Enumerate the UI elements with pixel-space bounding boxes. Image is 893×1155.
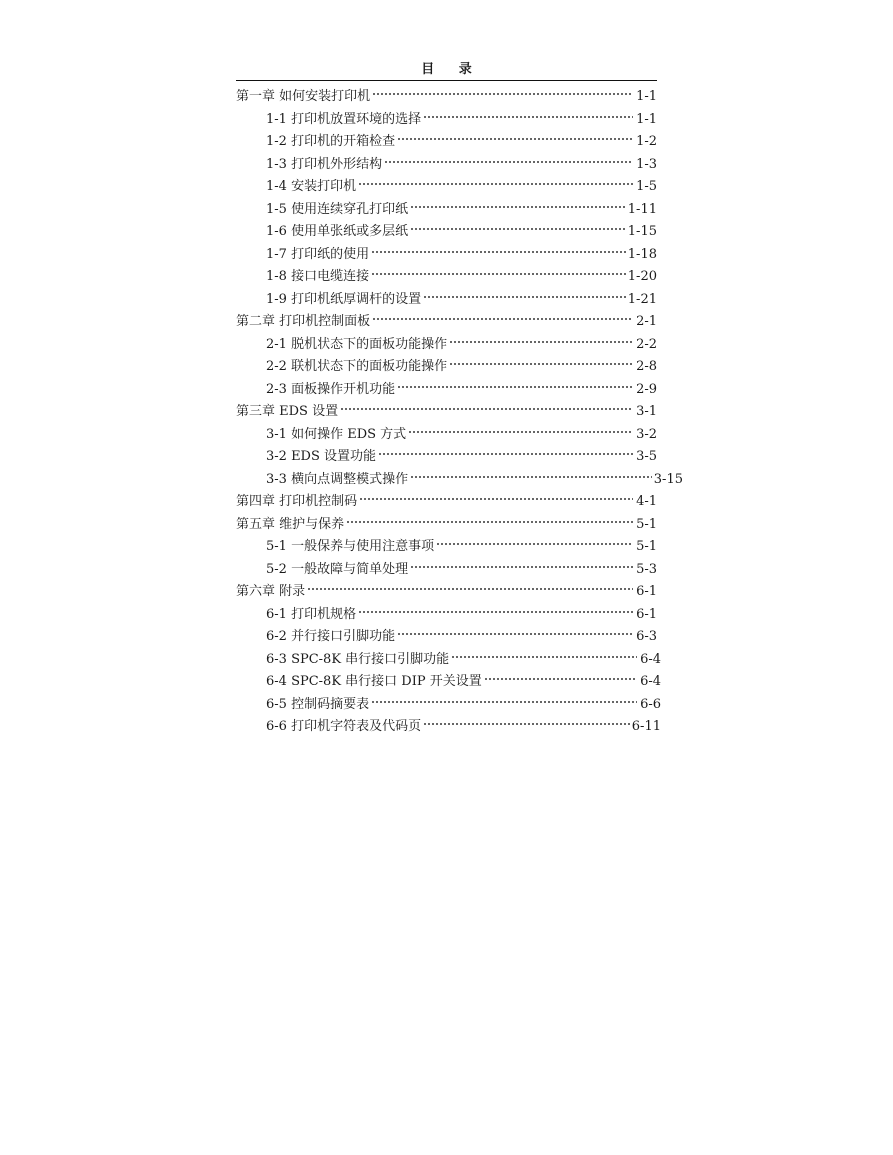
dot-leader: [372, 316, 633, 322]
dot-leader: [358, 181, 633, 187]
toc-entry-label: 1-5 使用连续穿孔打印纸: [266, 201, 409, 217]
toc-entry-page: 4-1: [636, 494, 657, 509]
toc-entry-label: 6-4 SPC-8K 串行接口 DIP 开关设置: [266, 674, 482, 689]
toc-entry-label: 6-6 打印机字符表及代码页: [266, 719, 422, 734]
toc-entry-label: 6-5 控制码摘要表: [266, 696, 370, 712]
toc-section-entry[interactable]: [236, 559, 657, 582]
toc-entry-label: 5-2 一般故障与简单处理: [266, 561, 409, 577]
toc-entry-page: 1-1: [636, 89, 657, 104]
dot-leader: [358, 609, 633, 615]
toc-entry-label: 2-1 脱机状态下的面板功能操作: [266, 336, 448, 352]
dot-leader: [436, 541, 633, 547]
toc-chapter-entry[interactable]: [236, 514, 657, 537]
dot-leader: [410, 474, 652, 480]
dot-leader: [449, 339, 633, 345]
dot-leader: [397, 631, 633, 637]
toc-section-entry[interactable]: [236, 131, 657, 154]
dot-leader: [408, 429, 633, 435]
dot-leader: [372, 91, 633, 97]
dot-leader: [397, 136, 633, 142]
dot-leader: [423, 294, 626, 300]
toc-section-entry[interactable]: [236, 379, 657, 402]
toc-section-entry[interactable]: [236, 109, 657, 132]
toc-entry-page: 1-3: [636, 156, 657, 172]
toc-section-entry[interactable]: [236, 469, 683, 492]
toc-entry-page: 5-3: [636, 561, 657, 577]
dot-leader: [307, 586, 633, 592]
toc-section-entry[interactable]: [236, 649, 661, 672]
toc-section-entry[interactable]: [236, 334, 657, 357]
dot-leader: [397, 384, 633, 390]
toc-entry-page: 1-1: [636, 111, 657, 127]
toc-entry-page: 6-6: [640, 696, 661, 712]
toc-entry-label: 3-2 EDS 设置功能: [266, 449, 377, 464]
toc-entry-page: 1-20: [627, 269, 657, 284]
toc-entry-label: 6-2 并行接口引脚功能: [266, 629, 396, 644]
toc-entry-page: 2-1: [636, 314, 657, 329]
toc-entry-page: 6-1: [636, 584, 657, 599]
dot-leader: [410, 204, 626, 210]
toc-entry-page: 6-1: [636, 606, 657, 622]
toc-section-entry[interactable]: [236, 221, 657, 244]
toc-entry-label: 3-3 横向点调整模式操作: [266, 471, 409, 487]
toc-entry-label: 1-3 打印机外形结构: [266, 156, 383, 172]
dot-leader: [384, 159, 633, 165]
toc-entry-page: 1-21: [627, 291, 657, 307]
toc-section-entry[interactable]: [236, 356, 657, 379]
toc-entry-label: 1-8 接口电缆连接: [266, 269, 370, 284]
toc-entry-label: 6-3 SPC-8K 串行接口引脚功能: [266, 651, 450, 667]
toc-entry-label: 第五章 维护与保养: [236, 516, 345, 532]
toc-section-entry[interactable]: [236, 716, 661, 739]
toc-entry-label: 1-1 打印机放置环境的选择: [266, 111, 422, 127]
toc-entry-page: 1-15: [627, 224, 657, 239]
page-title: 目 录: [421, 62, 482, 77]
toc-section-entry[interactable]: [236, 536, 657, 559]
toc-entry-page: 6-4: [640, 674, 661, 689]
toc-chapter-entry[interactable]: [236, 86, 657, 109]
dot-leader: [378, 451, 633, 457]
toc-entry-label: 第四章 打印机控制码: [236, 494, 358, 509]
toc-entry-label: 2-2 联机状态下的面板功能操作: [266, 359, 448, 374]
toc-entry-label: 1-2 打印机的开箱检查: [266, 134, 396, 149]
toc-chapter-entry[interactable]: [236, 311, 657, 334]
toc-entry-label: 5-1 一般保养与使用注意事项: [266, 539, 435, 554]
toc-entry-label: 第六章 附录: [236, 584, 306, 599]
dot-leader: [423, 721, 630, 727]
dot-leader: [371, 699, 637, 705]
toc-entry-page: 2-9: [636, 381, 657, 397]
toc-entry-label: 6-1 打印机规格: [266, 606, 357, 622]
toc-entry-page: 6-3: [636, 629, 657, 644]
toc-entry-page: 2-8: [636, 359, 657, 374]
toc-chapter-entry[interactable]: [236, 491, 657, 514]
toc-section-entry[interactable]: [236, 289, 657, 312]
toc-list: [236, 86, 683, 739]
toc-entry-label: 1-6 使用单张纸或多层纸: [266, 224, 409, 239]
toc-entry-label: 3-1 如何操作 EDS 方式: [266, 426, 407, 442]
toc-section-entry[interactable]: [236, 244, 657, 267]
dot-leader: [359, 496, 633, 502]
toc-entry-page: 1-11: [627, 201, 657, 217]
toc-entry-page: 3-1: [636, 404, 657, 419]
dot-leader: [449, 361, 633, 367]
dot-leader: [451, 654, 637, 660]
dot-leader: [410, 564, 633, 570]
dot-leader: [346, 519, 633, 525]
toc-section-entry[interactable]: [236, 671, 661, 694]
dot-leader: [484, 676, 637, 682]
dot-leader: [340, 406, 633, 412]
dot-leader: [423, 114, 633, 120]
toc-entry-page: 6-11: [631, 719, 661, 734]
toc-entry-label: 第一章 如何安装打印机: [236, 89, 371, 104]
toc-entry-page: 5-1: [636, 539, 657, 554]
toc-entry-label: 1-7 打印纸的使用: [266, 246, 370, 262]
toc-section-entry[interactable]: [236, 199, 657, 222]
toc-entry-page: 6-4: [640, 651, 661, 667]
toc-section-entry[interactable]: [236, 694, 661, 717]
title-rule: [236, 80, 657, 81]
toc-section-entry[interactable]: [236, 176, 657, 199]
toc-entry-page: 1-5: [636, 179, 657, 194]
dot-leader: [371, 271, 626, 277]
toc-section-entry[interactable]: [236, 424, 657, 447]
toc-entry-label: 2-3 面板操作开机功能: [266, 381, 396, 397]
toc-chapter-entry[interactable]: [236, 401, 657, 424]
toc-section-entry[interactable]: [236, 604, 657, 627]
toc-entry-label: 1-4 安装打印机: [266, 179, 357, 194]
toc-entry-page: 3-15: [653, 471, 683, 487]
toc-entry-label: 1-9 打印机纸厚调杆的设置: [266, 291, 422, 307]
toc-entry-page: 3-2: [636, 426, 657, 442]
toc-entry-page: 1-2: [636, 134, 657, 149]
table-of-contents: [236, 60, 683, 739]
toc-entry-page: 3-5: [636, 449, 657, 464]
toc-section-entry[interactable]: [236, 154, 657, 177]
toc-section-entry[interactable]: [236, 446, 657, 469]
toc-entry-label: 第三章 EDS 设置: [236, 404, 339, 419]
toc-chapter-entry[interactable]: [236, 581, 657, 604]
dot-leader: [371, 249, 626, 255]
toc-entry-page: 5-1: [636, 516, 657, 532]
toc-section-entry[interactable]: [236, 626, 657, 649]
toc-entry-page: 2-2: [636, 336, 657, 352]
dot-leader: [410, 226, 626, 232]
toc-entry-page: 1-18: [627, 246, 657, 262]
toc-entry-label: 第二章 打印机控制面板: [236, 314, 371, 329]
toc-section-entry[interactable]: [236, 266, 657, 289]
